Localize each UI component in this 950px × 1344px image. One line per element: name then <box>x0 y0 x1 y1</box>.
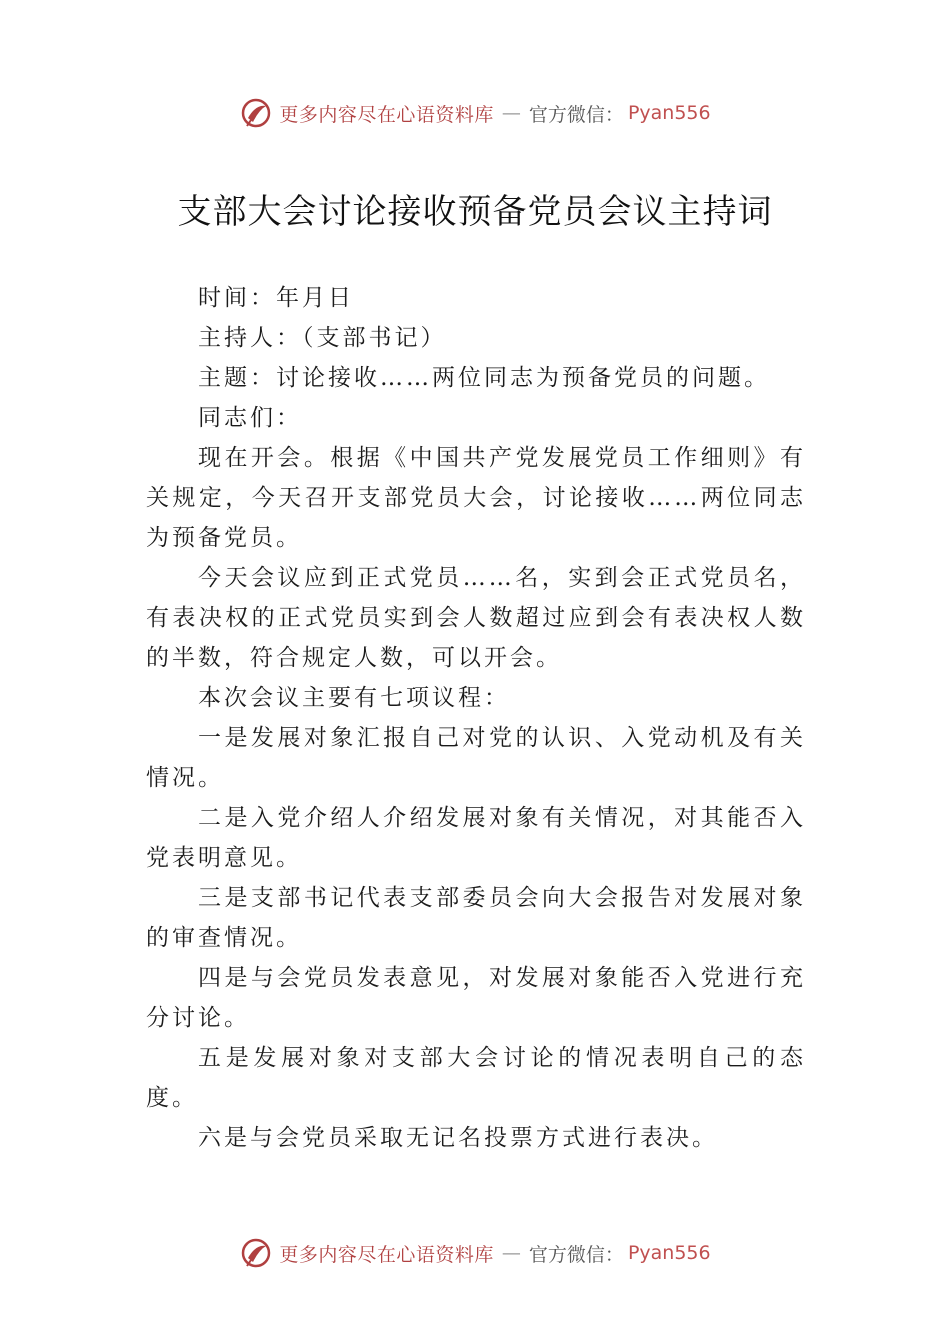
paragraph-topic: 主题：讨论接收……两位同志为预备党员的问题。 <box>198 365 770 391</box>
agenda-item-6: 六是与会党员采取无记名投票方式进行表决。 <box>198 1125 718 1151</box>
header-watermark <box>0 96 950 130</box>
logo-icon <box>239 96 273 130</box>
agenda-item-4: 四是与会党员发表意见，对发展对象能否入党进行充分讨论。 <box>146 965 806 1031</box>
paragraph-attendance: 今天会议应到正式党员……名，实到会正式党员名，有表决权的正式党员实到会人数超过应到会有表决权人数的半数，符合规定人数，可以开会。 <box>146 565 806 671</box>
watermark-separator: — <box>501 102 521 124</box>
document-title: 支部大会讨论接收预备党员会议主持词 <box>177 192 773 232</box>
paragraph-agenda-intro: 本次会议主要有七项议程： <box>198 685 510 711</box>
agenda-item-5: 五是发展对象对支部大会讨论的情况表明自己的态度。 <box>146 1045 806 1111</box>
agenda-item-2: 二是入党介绍人介绍发展对象有关情况，对其能否入党表明意见。 <box>146 805 806 871</box>
paragraph-greeting: 同志们： <box>198 405 302 431</box>
footer-watermark <box>0 1236 950 1270</box>
watermark-label: 官方微信： <box>528 103 624 126</box>
watermark-text: 更多内容尽在心语资料库 <box>279 1243 494 1266</box>
paragraph-time: 时间：年月日 <box>198 285 354 311</box>
agenda-item-3: 三是支部书记代表支部委员会向大会报告对发展对象的审查情况。 <box>146 885 806 951</box>
watermark-id: Pyan556 <box>627 102 711 124</box>
paragraph-opening: 现在开会。根据《中国共产党发展党员工作细则》有关规定，今天召开支部党员大会，讨论接收……两位同志为预备党员。 <box>146 445 806 551</box>
logo-icon <box>239 1236 273 1270</box>
watermark-separator: — <box>501 1242 521 1264</box>
watermark-text: 更多内容尽在心语资料库 <box>279 103 494 126</box>
watermark-id: Pyan556 <box>627 1242 711 1264</box>
document-body <box>146 278 806 1158</box>
watermark-label: 官方微信： <box>528 1243 624 1266</box>
agenda-item-1: 一是发展对象汇报自己对党的认识、入党动机及有关情况。 <box>146 725 806 791</box>
paragraph-host: 主持人：（支部书记） <box>198 325 447 351</box>
